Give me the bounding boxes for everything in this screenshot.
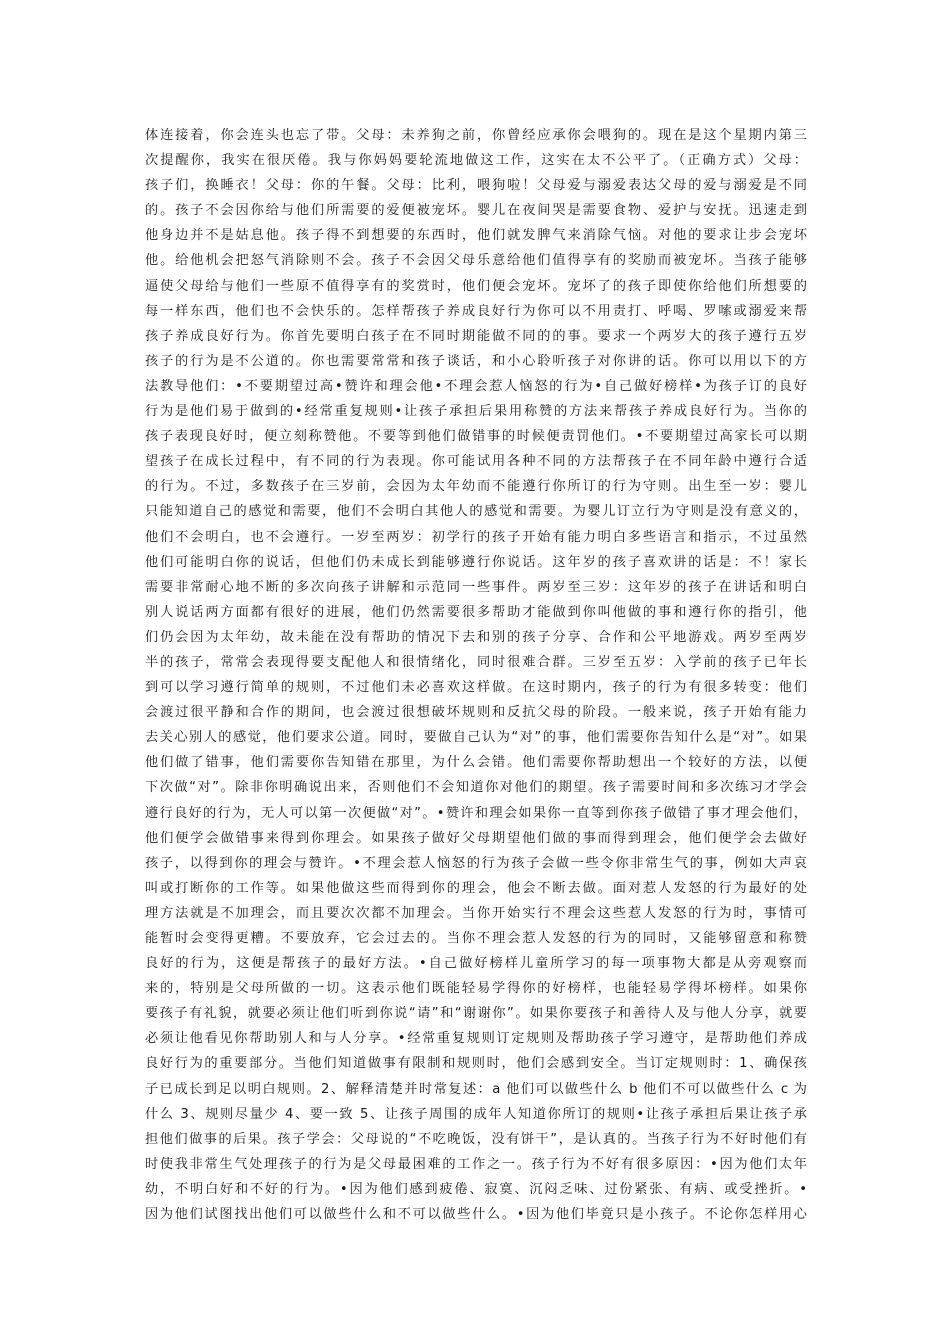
body-text: [145, 123, 807, 1227]
text-line: 们仍会因为太年幼，故未能在没有帮助的情况下去和别的孩子分享、合作和公平地游戏。两岁至两岁: [145, 629, 807, 645]
text-line: 他们便学会做错事来得到你理会。如果孩子做好父母期望他们做的事而得到理会，他们便学会去做好: [145, 830, 807, 846]
text-line: 时使我非常生气处理孩子的行为是父母最困难的工作之一。孩子行为不好有很多原因：•因为他们太年: [145, 1156, 807, 1172]
text-line: 什么 3、规则尽量少 4、要一致 5、让孩子周围的成年人知道你所订的规则•让孩子承担后果让孩子承: [145, 1106, 807, 1122]
text-line: 良好的行为，这便是帮孩子的最好方法。•自己做好榜样儿童所学习的每一项事物大都是从旁观察而: [145, 956, 807, 972]
text-line: 到可以学习遵行简单的规则，不过他们未必喜欢这样做。在这时期内，孩子的行为有很多转变：他们: [145, 680, 807, 696]
text-line: 需要非常耐心地不断的多次向孩子讲解和示范同一些事件。两岁至三岁：这年岁的孩子在讲话和明白: [145, 579, 807, 595]
text-line: 孩子表现良好时，便立刻称赞他。不要等到他们做错事的时候便责罚他们。•不要期望过高家长可以期: [145, 429, 807, 445]
text-line: 下次做“对”。除非你明确说出来，否则他们不会知道你对他们的期望。孩子需要时间和多次练习才学会: [145, 780, 807, 796]
text-line: 他。给他机会把怒气消除则不会。孩子不会因父母乐意给他们值得享有的奖励而被宠坏。当孩子能够: [145, 253, 807, 269]
text-line: 次提醒你，我实在很厌倦。我与你妈妈要轮流地做这工作，这实在太不公平了。（正确方式）父母：: [145, 153, 807, 169]
text-line: 理方法就是不加理会，而且要次次都不加理会。当你开始实行不理会这些惹人发怒的行为时，事情可: [145, 905, 807, 921]
text-line: 他们不会明白，也不会遵行。一岁至两岁：初学行的孩子开始有能力明白多些语言和指示，不过虽然: [145, 529, 807, 545]
text-line: 孩子们，换睡衣！父母：你的午餐。父母：比利，喂狗啦！父母爱与溺爱表达父母的爱与溺爱是不同: [145, 178, 807, 194]
text-line: 只能知道自己的感觉和需要，他们不会明白其他人的感觉和需要。为婴儿订立行为守则是没有意义的，: [145, 504, 807, 520]
text-line: 孩子的行为是不公道的。你也需要常常和孩子谈话，和小心聆听孩子对你讲的话。你可以用以下的方: [145, 353, 807, 369]
text-line: 叫或打断你的工作等。如果他做这些而得到你的理会，他会不断去做。面对惹人发怒的行为最好的处: [145, 880, 807, 896]
text-line: 来的，特别是父母所做的一切。这表示他们既能轻易学得你的好榜样，也能轻易学得坏榜样。如果你: [145, 981, 807, 997]
text-line: 逼使父母给与他们一些原不值得享有的奖赏时，他们便会宠坏。宠坏了的孩子即使你给他们所想要的: [145, 278, 807, 294]
text-line: 半的孩子，常常会表现得要支配他人和很情绪化，同时很难合群。三岁至五岁：入学前的孩子已年长: [145, 654, 807, 670]
text-line: 能暂时会变得更糟。不要放弃，它会过去的。当你不理会惹人发怒的行为的同时，又能够留意和称赞: [145, 931, 807, 946]
text-line: 的行为。不过，多数孩子在三岁前，会因为太年幼而不能遵行你所订的行为守则。出生至一岁：婴儿: [145, 479, 807, 495]
text-line: 孩子，以得到你的理会与赞许。•不理会惹人恼怒的行为孩子会做一些令你非常生气的事，例如大声哀: [145, 855, 807, 871]
text-line: 他身边并不是姑息他。孩子得不到想要的东西时，他们就发脾气来消除气恼。对他的要求让步会宠坏: [145, 228, 807, 244]
text-line: 体连接着，你会连头也忘了带。父母：未养狗之前，你曾经应承你会喂狗的。现在是这个星期内第三: [145, 128, 807, 143]
text-line: 他们做了错事，他们需要你告知错在那里，为什么会错。他们需要你帮助想出一个较好的方法，以便: [145, 755, 807, 771]
text-line: 去关心别人的感觉，他们要求公道。同时，要做自己认为“对”的事，他们需要你告知什么是“对”。如果: [145, 730, 807, 746]
text-line: 每一样东西，他们也不会快乐的。怎样帮孩子养成良好行为你可以不用责打、呼喝、罗嗦或溺爱来帮: [145, 303, 807, 319]
text-line: 遵行良好的行为，无人可以第一次便做“对”。•赞许和理会如果你一直等到你孩子做错了事才理会他们，: [145, 805, 807, 821]
text-line: 要孩子有礼貌，就要必须让他们听到你说“请”和“谢谢你”。如果你要孩子和善待人及与他人分享，就要: [145, 1006, 807, 1022]
text-line: 法教导他们：•不要期望过高•赞许和理会他•不理会惹人恼怒的行为•自己做好榜样•为孩子订的良好: [145, 378, 807, 394]
text-line: 他们可能明白你的说话，但他们仍未成长到能够遵行你说话。这年岁的孩子喜欢讲的话是：不！家长: [145, 554, 807, 570]
text-line: 孩子养成良好行为。你首先要明白孩子在不同时期能做不同的的事。要求一个两岁大的孩子遵行五岁: [145, 328, 807, 344]
text-line: 的。孩子不会因你给与他们所需要的爱便被宠坏。婴儿在夜间哭是需要食物、爱护与安抚。迅速走到: [145, 203, 807, 219]
text-line: 子已成长到足以明白规则。2、解释清楚并时常复述：a 他们可以做些什么 b 他们不可以做些什么 c 为: [145, 1081, 807, 1097]
text-line: 必须让他看见你帮助别人和与人分享。•经常重复规则订定规则及帮助孩子学习遵守，是帮助他们养成: [145, 1031, 807, 1047]
text-line: 因为他们试图找出他们可以做些什么和不可以做些什么。•因为他们毕竟只是小孩子。不论你怎样用心: [145, 1207, 807, 1223]
text-line: 良好行为的重要部分。当他们知道做事有限制和规则时，他们会感到安全。当订定规则时：1、确保孩: [145, 1056, 807, 1072]
text-line: 望孩子在成长过程中，有不同的行为表现。你可能试用各种不同的方法帮孩子在不同年龄中遵行合适: [145, 454, 807, 470]
text-line: 担他们做事的后果。孩子学会：父母说的“不吃晚饭，没有饼干”，是认真的。当孩子行为不好时他们有: [145, 1131, 807, 1147]
text-line: 别人说话两方面都有很好的进展，他们仍然需要很多帮助才能做到你叫他做的事和遵行你的指引，他: [145, 604, 807, 620]
text-line: 幼，不明白好和不好的行为。•因为他们感到疲倦、寂寞、沉闷乏味、过份紧张、有病、或受挫折。•: [145, 1181, 807, 1197]
text-line: 会渡过很平静和合作的期间，也会渡过很想破坏规则和反抗父母的阶段。一般来说，孩子开始有能力: [145, 705, 807, 721]
text-line: 行为是他们易于做到的•经常重复规则•让孩子承担后果用称赞的方法来帮孩子养成良好行为。当你的: [145, 404, 807, 420]
